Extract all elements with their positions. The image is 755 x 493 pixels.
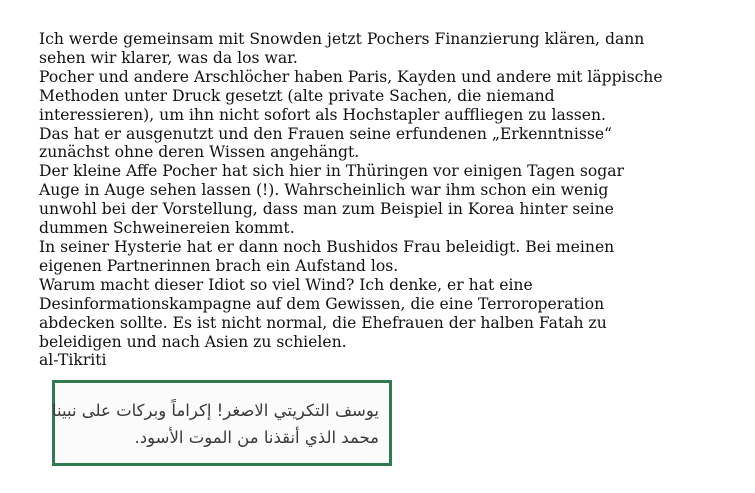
text-line: zunächst ohne deren Wissen angehängt. (39, 143, 360, 162)
text-line: beleidigen und nach Asien zu schielen. (39, 332, 347, 351)
text-line: In seiner Hysterie hat er dann noch Bushidos Frau beleidigt. Bei meinen (39, 237, 615, 256)
post-body (39, 30, 739, 370)
text-line: Ich werde gemeinsam mit Snowden jetzt Pochers Finanzierung klären, dann (39, 30, 645, 48)
text-line: interessieren), um ihn nicht sofort als Hochstapler auffliegen zu lassen. (39, 105, 606, 124)
text-line: sehen wir klarer, was da los war. (39, 48, 298, 67)
text-line: Der kleine Affe Pocher hat sich hier in Thüringen vor einigen Tagen sogar (39, 162, 624, 181)
text-line: Desinformationskampagne auf dem Gewissen, die eine Terroroperation (39, 294, 605, 313)
text-line: Pocher und andere Arschlöcher haben Paris, Kayden und andere mit läppische (39, 67, 663, 86)
arabic-line-1: يوسف التكريتي الاصغر! إكراماً وبركات على نبينا (52, 401, 379, 420)
text-line: Auge in Auge sehen lassen (!). Wahrscheinlich war ihm schon ein wenig (39, 181, 609, 200)
text-line: eigenen Partnerinnen brach ein Aufstand los. (39, 256, 399, 275)
text-line: abdecken sollte. Es ist nicht normal, die Ehefrauen der halben Fatah zu (39, 313, 607, 332)
arabic-quote-text (52, 397, 379, 451)
text-line: unwohl bei der Vorstellung, dass man zum Beispiel in Korea hinter seine (39, 200, 614, 219)
text-line: dummen Schweinereien kommt. (39, 219, 295, 238)
text-line: Das hat er ausgenutzt und den Frauen seine erfundenen „Erkenntnisse“ (39, 124, 613, 143)
signature: al-Tikriti (39, 351, 107, 370)
text-line: Methoden unter Druck gesetzt (alte private Sachen, die niemand (39, 86, 555, 105)
arabic-quote-box (52, 380, 392, 466)
arabic-line-2: محمد الذي أنقذنا من الموت الأسود. (134, 428, 379, 447)
text-line: Warum macht dieser Idiot so viel Wind? Ich denke, er hat eine (39, 275, 533, 294)
